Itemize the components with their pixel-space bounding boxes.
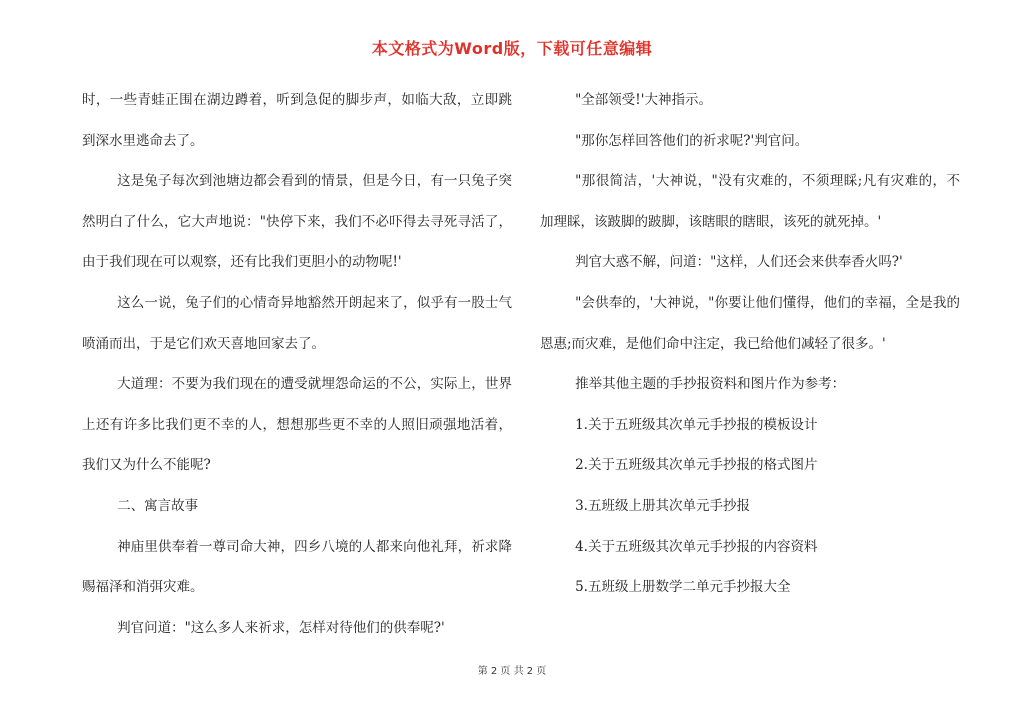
recommendation-link[interactable]: 3.五班级上册其次单元手抄报: [575, 497, 750, 514]
paragraph: "那很简洁，'大神说，"没有灾难的，不须理睬;凡有灾难的，不加理睬，该跛脚的跛脚，该瞎眼的瞎眼，该死的就死掉。': [540, 173, 960, 230]
paragraph: "会供奉的，'大神说，"你要让他们懂得，他们的幸福，全是我的恩惠;而灾难，是他们命中注定，我已给他们减轻了很多。': [540, 294, 960, 352]
paragraph: 神庙里供奉着一尊司命大神，四乡八境的人都来向他礼拜，祈求降赐福泽和消弭灾难。: [82, 538, 512, 596]
document-banner: 本文格式为Word版，下载可任意编辑: [371, 39, 653, 58]
paragraph: 这是兔子每次到池塘边都会看到的情景，但是今日，有一只兔子突然明白了什么，它大声地说："快停下来，我们不必吓得去寻死寻活了，由于我们现在可以观察，还有比我们更胆小的动物呢!': [82, 173, 512, 271]
left-column: [82, 80, 512, 648]
paragraph: 这么一说，兔子们的心情奇异地豁然开朗起来了，似乎有一股士气喷涌而出，于是它们欢天喜地回家去了。: [82, 294, 512, 352]
paragraph: "那你怎样回答他们的祈求呢?'判官问。: [575, 132, 809, 149]
recommendation-link[interactable]: 4.关于五班级其次单元手抄报的内容资料: [575, 538, 818, 555]
recommendation-intro: 推举其他主题的手抄报资料和图片作为参考：: [575, 376, 846, 393]
page-number: 第 2 页 共 2 页: [477, 666, 547, 677]
section-heading: 二、寓言故事: [117, 497, 199, 514]
paragraph: 判官大惑不解，问道："这样，人们还会来供奉香火吗?': [575, 254, 903, 271]
recommendation-link[interactable]: 5.五班级上册数学二单元手抄报大全: [575, 579, 791, 596]
recommendation-link[interactable]: 1.关于五班级其次单元手抄报的模板设计: [575, 416, 818, 433]
right-column: [540, 80, 960, 608]
paragraph: 时，一些青蛙正围在湖边蹲着，听到急促的脚步声，如临大敌，立即跳到深水里逃命去了。: [82, 92, 512, 149]
paragraph: 大道理：不要为我们现在的遭受就埋怨命运的不公，实际上，世界上还有许多比我们更不幸的人，想想那些更不幸的人照旧顽强地活着，我们又为什么不能呢?: [82, 376, 512, 474]
recommendation-link[interactable]: 2.关于五班级其次单元手抄报的格式图片: [575, 457, 818, 474]
paragraph: "全部领受!'大神指示。: [575, 92, 712, 108]
paragraph: 判官问道："这么多人来祈求，怎样对待他们的供奉呢?': [117, 619, 445, 636]
